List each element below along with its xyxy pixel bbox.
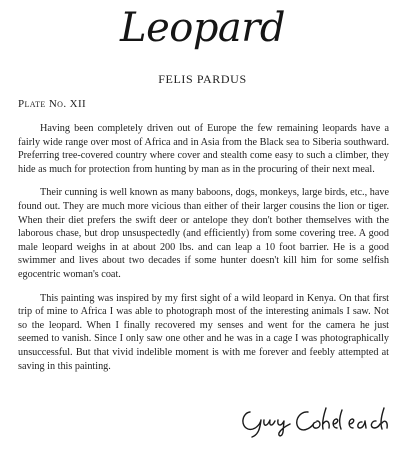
paragraph-1: Having been completely driven out of Europe the few remaining leopards have a fairly wide range over most of Africa and in Asia from the Black sea to Siberia southward. Preferring tree-covered country where cover and stealth come easy to such a climber, they hide as much for protection from hunting by man as in the procuring of their next meal. xyxy=(18,123,389,175)
paragraph-3: This painting was inspired by my first sight of a wild leopard in Kenya. On that first trip of mine to Africa I was able to photograph most of the interesting animals I saw. Not so the leopard. When I finally recovered my senses and went for the camera he just seemed to vanish. Since I only saw one other and he was in a cage I was photographically unsuccessful. But that vivid indelible moment is with me forever and feebly attempted at saving in this painting. xyxy=(18,292,389,372)
signature xyxy=(238,402,388,440)
paragraph-2: Their cunning is well known as many baboons, dogs, monkeys, large birds, etc., have found out. They are much more vicious than either of their larger cousins the lion or tiger. When their diet prefers the swift deer or antelope they don't bother themselves with the laborous chase, but drop unsuspectedly (and efficiently) from some covering tree. A good male leopard weighs in at about 200 lbs. and can leap a 10 foot barrier. He is a good swimmer and lives about two decades if some hunter doesn't kill him for some selfish egocentric woman's coat. xyxy=(18,187,389,280)
plate-number: Plate No. XII xyxy=(18,98,87,110)
body-text xyxy=(18,122,389,383)
scientific-name: FELIS PARDUS xyxy=(158,72,247,86)
page-title: Leopard xyxy=(120,5,285,51)
